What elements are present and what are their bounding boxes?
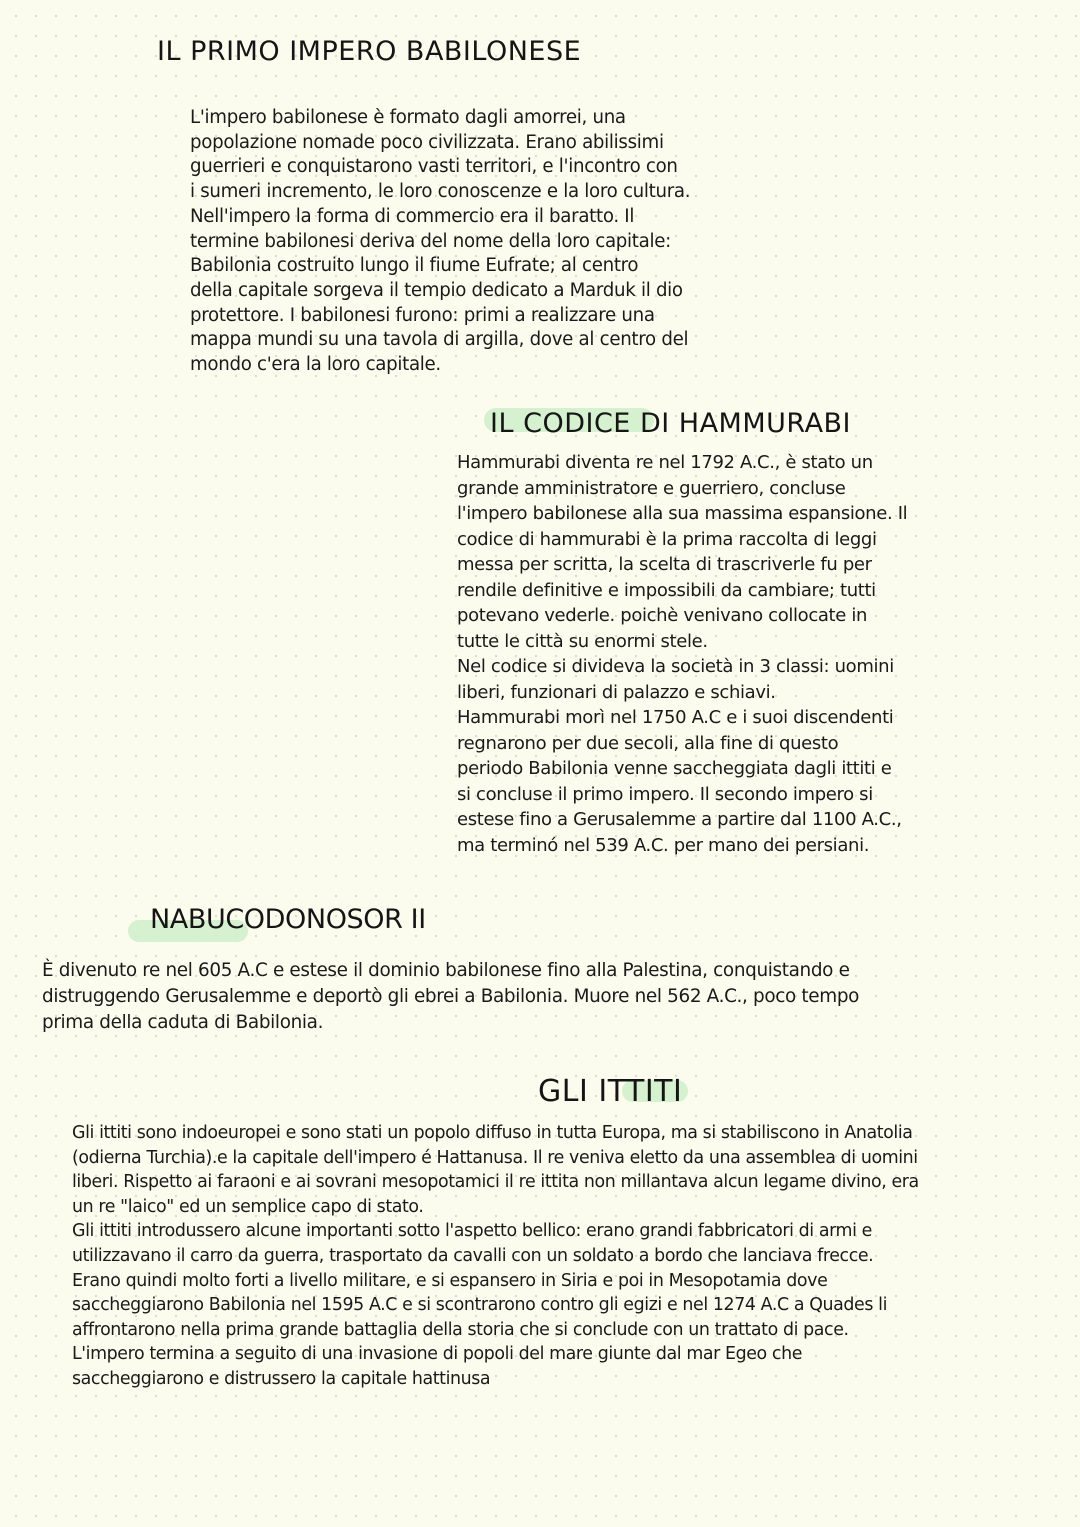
- text-line: della capitale sorgeva il tempio dedicato a Marduk il dio: [190, 279, 683, 301]
- text-line: Erano quindi molto forti a livello militare, e si espansero in Siria e poi in Mesopotamia dove: [72, 1270, 828, 1291]
- text-line: Nell'impero la forma di commercio era il baratto. Il: [190, 205, 635, 227]
- text-line: protettore. I babilonesi furono: primi a realizzare una: [190, 304, 655, 326]
- text-line: regnarono per due secoli, alla fine di questo: [457, 732, 839, 754]
- text-line: Nel codice si divideva la società in 3 classi: uomini: [457, 656, 894, 677]
- heading-ittiti: GLI ITTITI: [538, 1074, 683, 1109]
- text-line: saccheggiarono Babilonia nel 1595 A.C e si scontrarono contro gli egizi e nel 1274 A.C a Quades li: [72, 1295, 887, 1316]
- text-line: codice di hammurabi è la prima raccolta di leggi: [457, 528, 877, 550]
- paragraph-ittiti: [72, 1121, 919, 1392]
- text-line: un re "laico" ed un semplice capo di stato.: [72, 1196, 424, 1217]
- text-line: rendile definitive e impossibili da cambiare; tutti: [457, 579, 876, 601]
- paragraph-primo-impero: [190, 106, 690, 378]
- text-line: si concluse il primo impero. Il secondo impero si: [457, 783, 873, 805]
- text-line: Hammurabi morì nel 1750 A.C e i suoi discendenti: [457, 707, 894, 728]
- text-line: periodo Babilonia venne saccheggiata dagli ittiti e: [457, 758, 892, 779]
- text-line: prima della caduta di Babilonia.: [42, 1012, 324, 1033]
- text-line: grande amministratore e guerriero, concluse: [457, 477, 846, 499]
- text-line: distruggendo Gerusalemme e deportò gli ebrei a Babilonia. Muore nel 562 A.C., poco tempo: [42, 986, 860, 1007]
- text-line: Babilonia costruito lungo il fiume Eufrate; al centro: [190, 255, 639, 277]
- text-line: liberi. Rispetto ai faraoni e ai sovrani mesopotamici il re ittita non millantava alcun legame divino, era: [72, 1172, 919, 1193]
- text-line: termine babilonesi deriva del nome della loro capitale:: [190, 230, 671, 252]
- text-line: (odierna Turchia).e la capitale dell'impero é Hattanusa. Il re veniva eletto da una assemblea di uomini: [72, 1147, 918, 1168]
- text-line: affrontarono nella prima grande battaglia della storia che si conclude con un trattato di pace.: [72, 1319, 849, 1340]
- text-line: Gli ittiti sono indoeuropei e sono stati un popolo diffuso in tutta Europa, ma si stabiliscono in Anatolia: [72, 1123, 913, 1143]
- text-line: messa per scritta, la scelta di trascriverle fu per: [457, 554, 872, 575]
- text-line: mappa mundi su una tavola di argilla, dove al centro del: [190, 329, 689, 351]
- text-line: tutte le città su enormi stele.: [457, 630, 708, 652]
- text-line: l'impero babilonese alla sua massima espansione. Il: [457, 503, 908, 524]
- text-line: È divenuto re nel 605 A.C e estese il dominio babilonese fino alla Palestina, conquistando e: [42, 960, 850, 981]
- text-line: mondo c'era la loro capitale.: [190, 354, 441, 376]
- heading-codice-hammurabi: IL CODICE DI HAMMURABI: [490, 408, 852, 439]
- paragraph-nabucodonosor: [42, 958, 859, 1036]
- heading-primo-impero: IL PRIMO IMPERO BABILONESE: [157, 36, 582, 67]
- text-line: Hammurabi diventa re nel 1792 A.C., è stato un: [457, 452, 873, 473]
- paragraph-codice-hammurabi: [457, 450, 907, 858]
- heading-nabucodonosor: NABUCODONOSOR II: [150, 904, 426, 935]
- text-line: i sumeri incremento, le loro conoscenze e la loro cultura.: [190, 181, 691, 203]
- text-line: estese fino a Gerusalemme a partire dal 1100 A.C.,: [457, 809, 902, 830]
- text-line: Gli ittiti introdussero alcune importanti sotto l'aspetto bellico: erano grandi fabbricatori di armi e: [72, 1221, 872, 1242]
- text-line: popolazione nomade poco civilizzata. Erano abilissimi: [190, 131, 664, 153]
- text-line: utilizzavano il carro da guerra, trasportato da cavalli con un soldato a bordo che lanciava frecce.: [72, 1245, 874, 1266]
- text-line: ma terminó nel 539 A.C. per mano dei persiani.: [457, 834, 870, 856]
- text-line: L'impero termina a seguito di una invasione di popoli del mare giunte dal mar Egeo che: [72, 1344, 802, 1365]
- text-line: guerrieri e conquistarono vasti territori, e l'incontro con: [190, 156, 678, 178]
- text-line: saccheggiarono e distrussero la capitale hattinusa: [72, 1368, 491, 1389]
- text-line: liberi, funzionari di palazzo e schiavi.: [457, 681, 776, 703]
- text-line: potevano vederle. poichè venivano collocate in: [457, 605, 868, 626]
- text-line: L'impero babilonese è formato dagli amorrei, una: [190, 107, 626, 128]
